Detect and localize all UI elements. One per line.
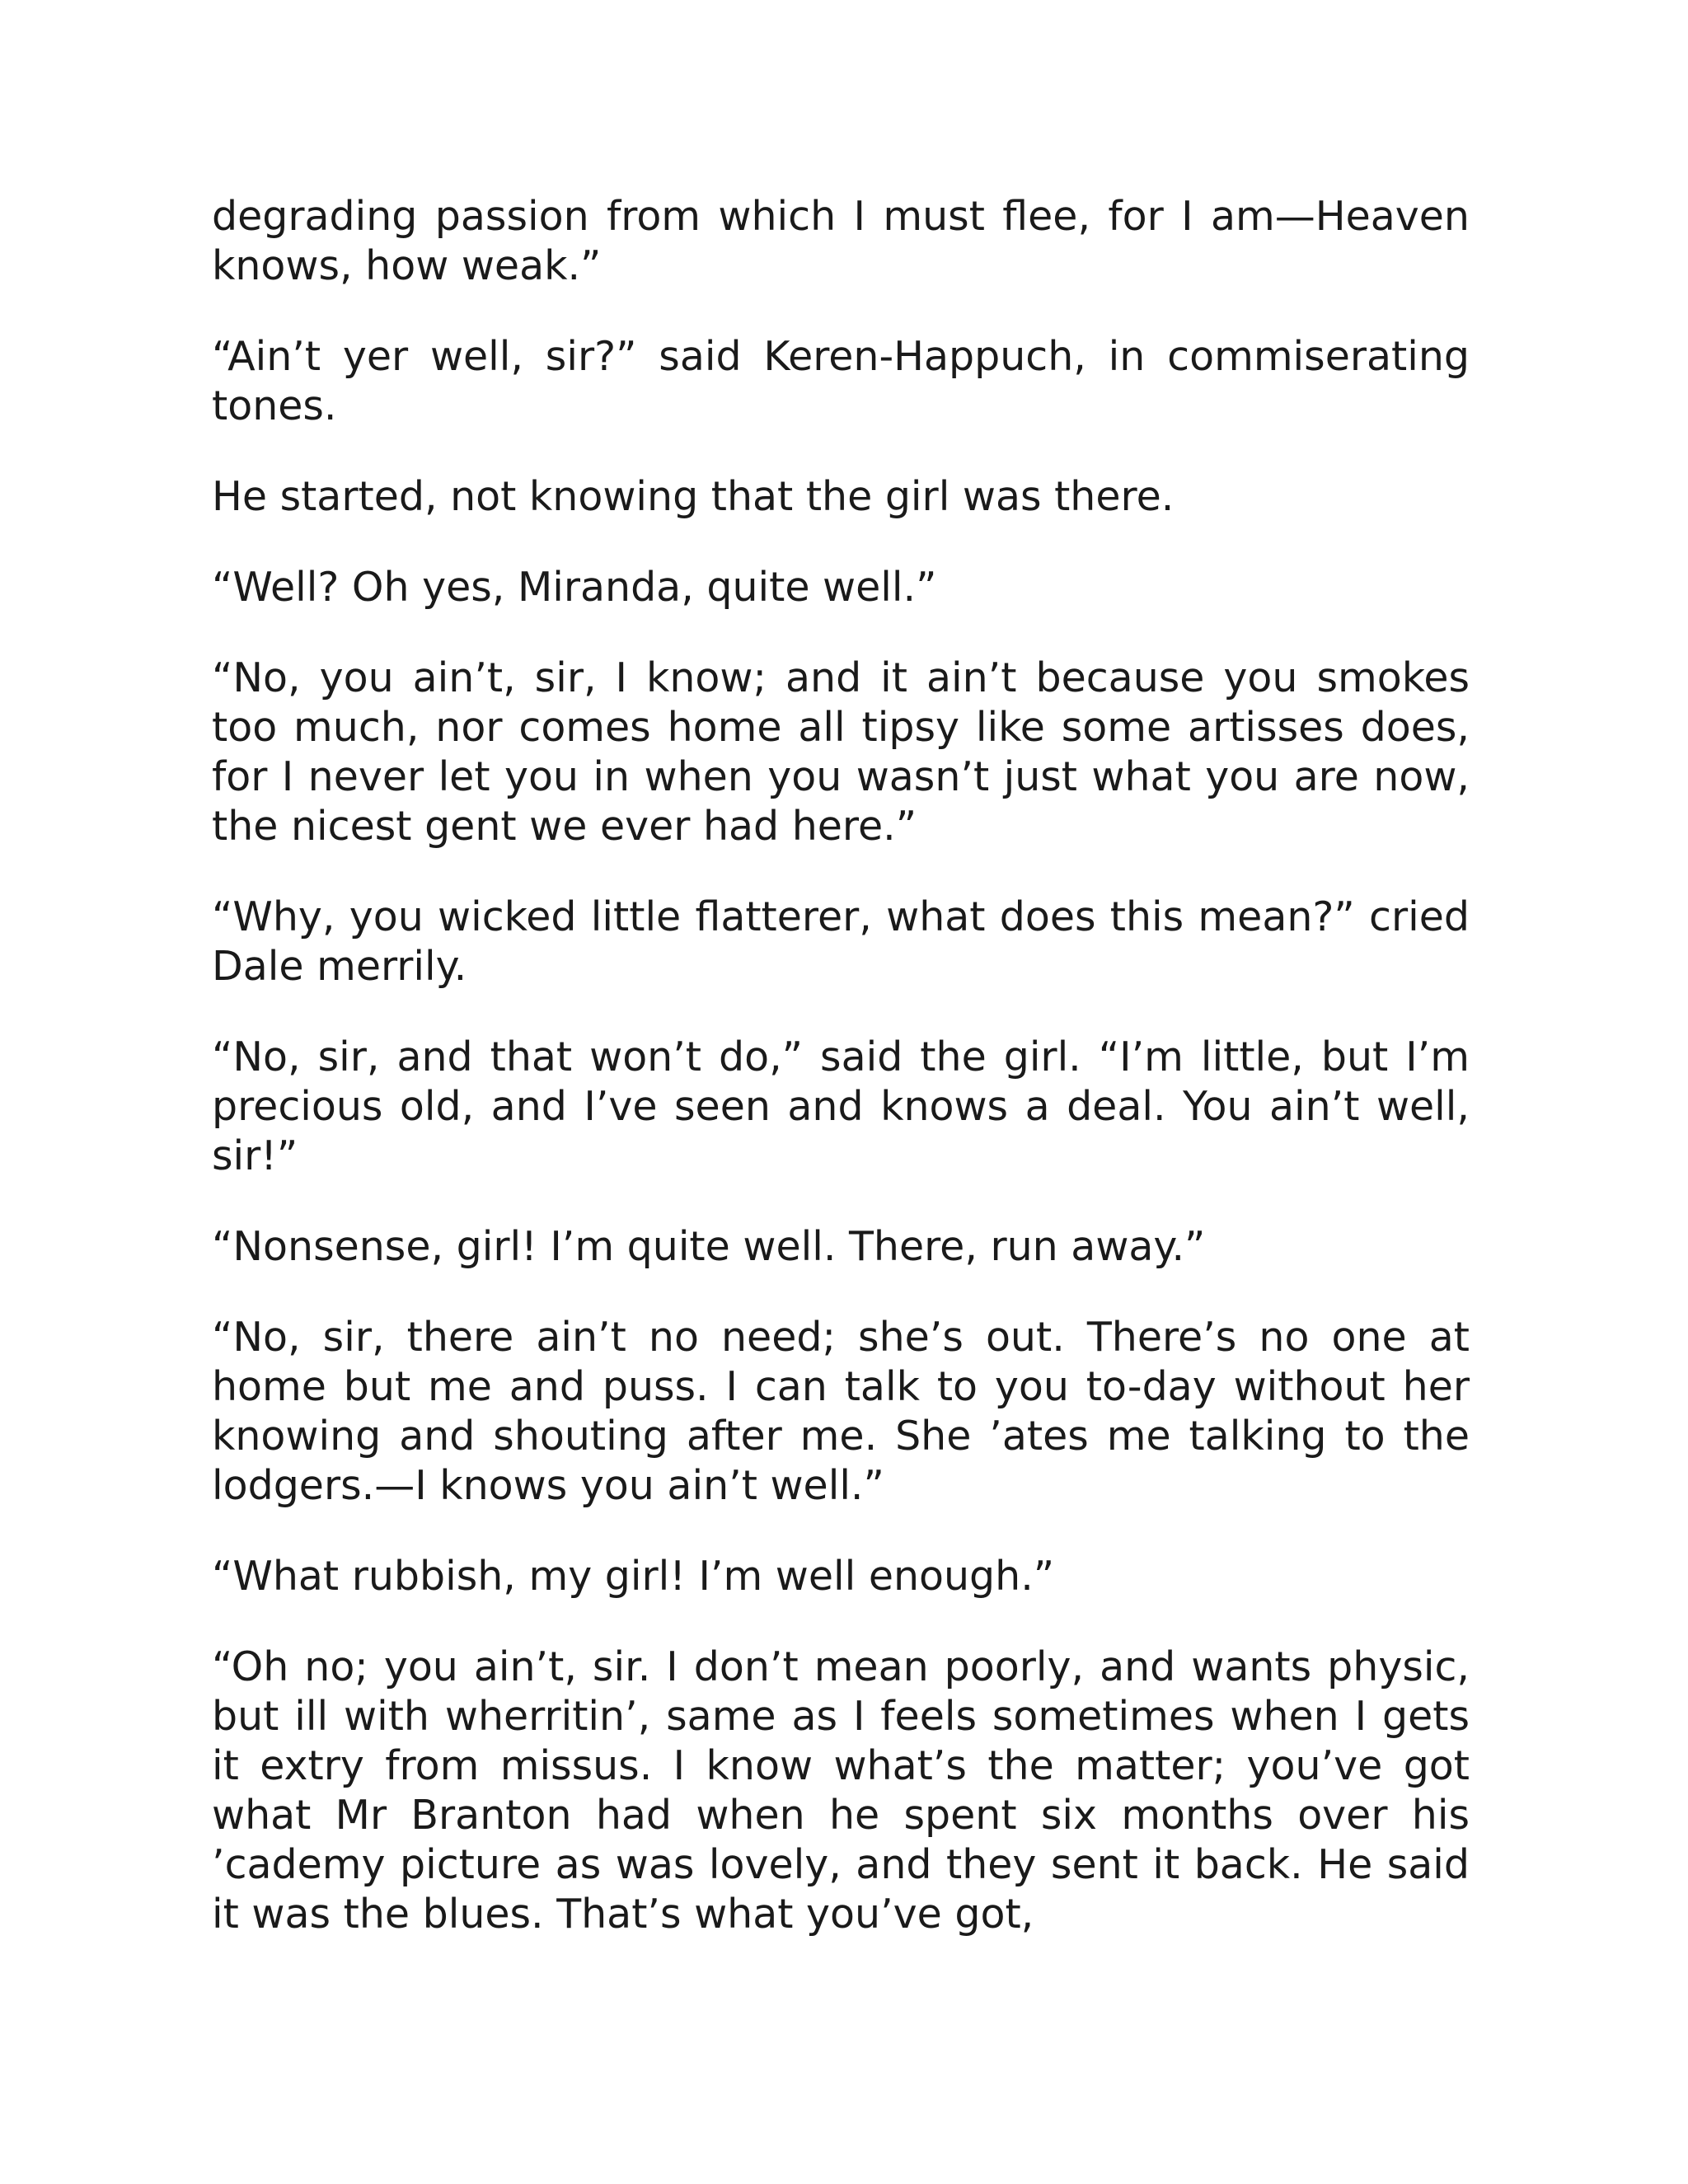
paragraph: “Why, you wicked little flatterer, what does this mean?” cried Dale merrily. [212, 893, 1470, 990]
paragraph: “No, you ain’t, sir, I know; and it ain’t because you smokes too much, nor comes home all tipsy like some artisses does, for I never let you in when you wasn’t just what you are now, the nicest gent we ever had here.” [212, 654, 1470, 850]
paragraph: degrading passion from which I must flee, for I am—Heaven knows, how weak.” [212, 193, 1470, 289]
paragraph: “What rubbish, my girl! I’m well enough.” [212, 1553, 1055, 1600]
paragraph: He started, not knowing that the girl was there. [212, 473, 1175, 520]
paragraph: “Oh no; you ain’t, sir. I don’t mean poorly, and wants physic, but ill with wherritin’, same as I feels sometimes when I gets it extry from missus. I know what’s the matter; you’ve got what Mr Branton had when he spent six months over his ’cademy picture as was lovely, and they sent it back. He said it was the blues. That’s what you’ve got, [212, 1643, 1470, 1938]
paragraph: “Nonsense, girl! I’m quite well. There, run away.” [212, 1223, 1206, 1270]
paragraph: “No, sir, and that won’t do,” said the girl. “I’m little, but I’m precious old, and I’ve seen and knows a deal. You ain’t well, sir!” [212, 1033, 1470, 1179]
paragraph: “Well? Oh yes, Miranda, quite well.” [212, 564, 937, 611]
paragraph: “Ain’t yer well, sir?” said Keren-Happuch, in commiserating tones. [212, 333, 1470, 429]
paragraph: “No, sir, there ain’t no need; she’s out. There’s no one at home but me and puss. I can talk to you to-day without her knowing and shouting after me. She ’ates me talking to the lodgers.—I knows you ain’t well.” [212, 1314, 1470, 1509]
body-text [212, 192, 1470, 1939]
